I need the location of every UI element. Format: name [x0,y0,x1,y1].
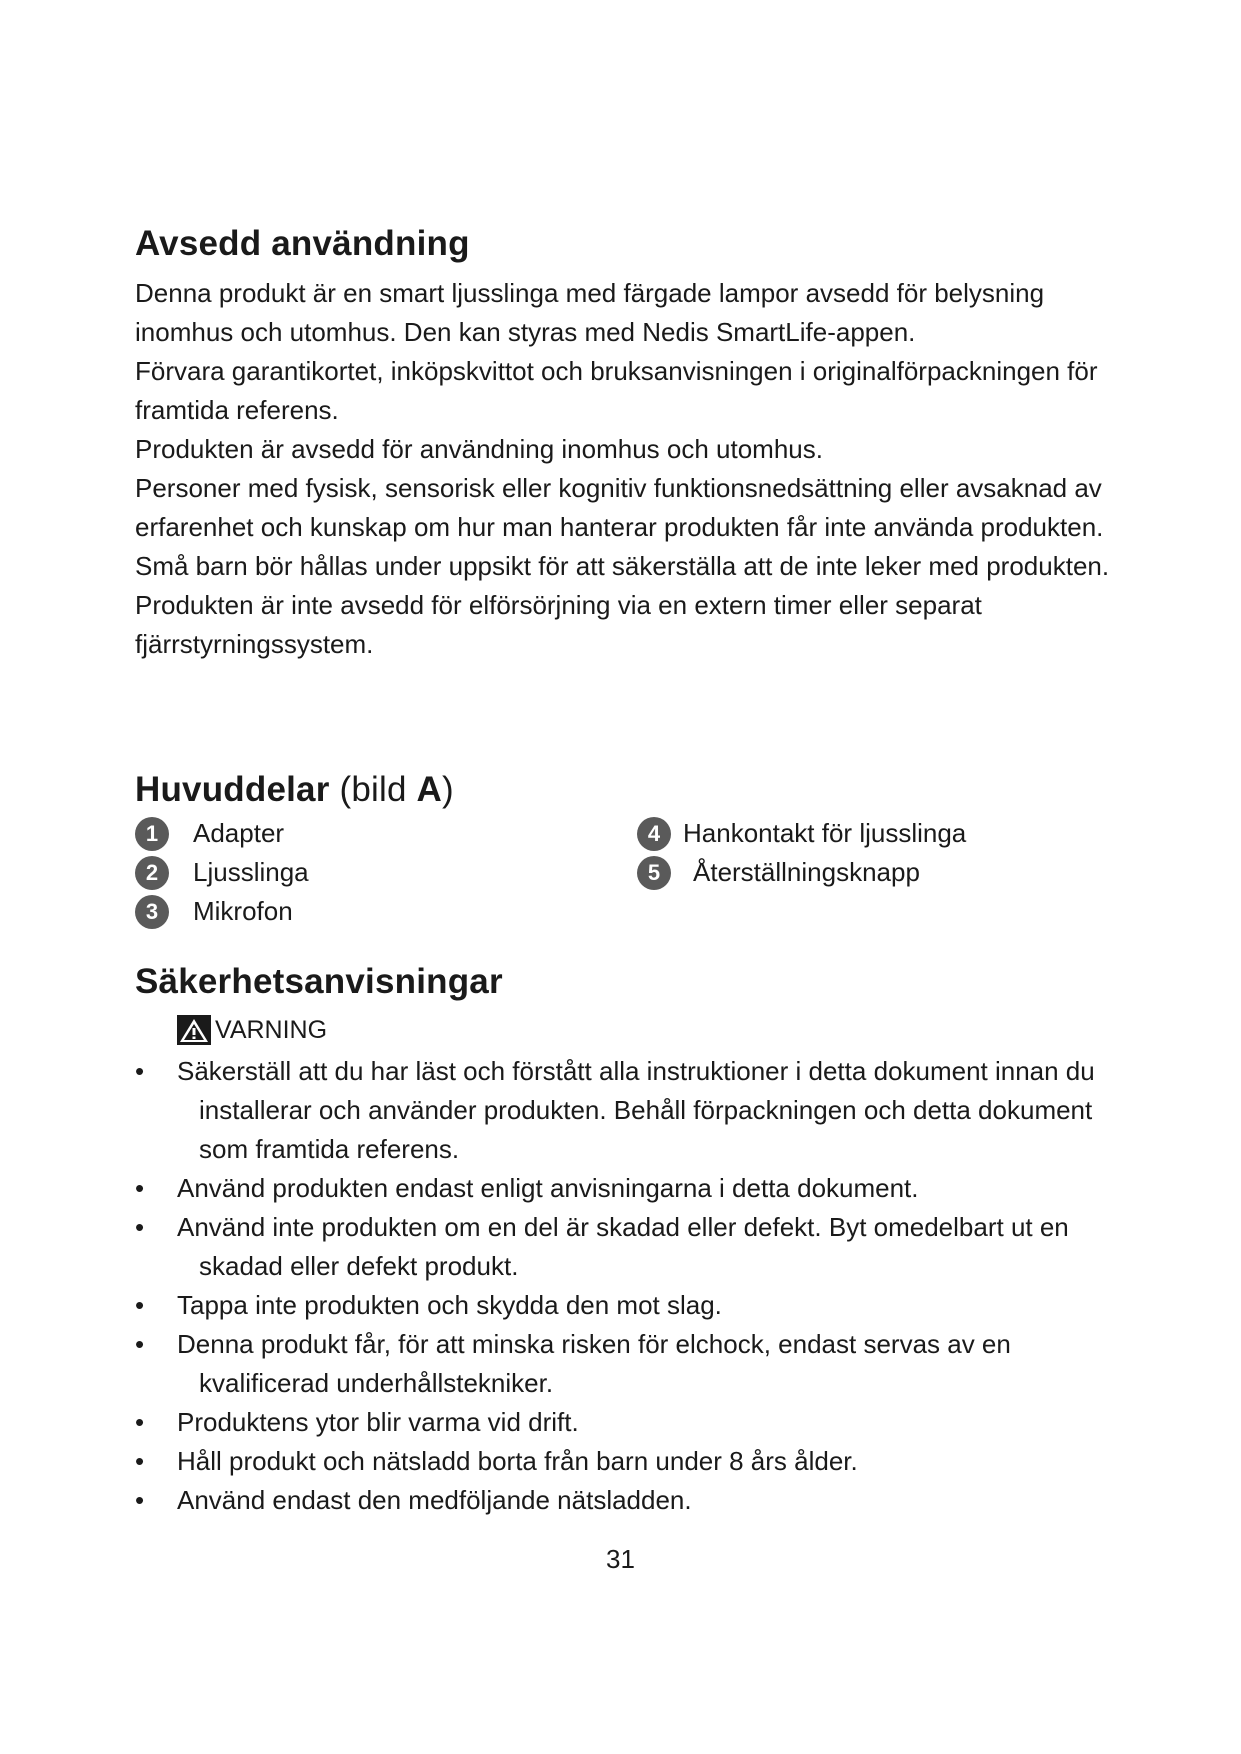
number-badge-icon: 2 [135,856,169,890]
bullet-icon: • [135,1173,145,1203]
warning-row [177,1012,1125,1048]
intended-use-heading: Avsedd användning [135,224,470,263]
bullet-text: Håll produkt och nätsladd borta från barn under 8 års ålder. [177,1446,858,1476]
parts-list [135,814,1125,934]
safety-section [135,960,1125,1520]
list-item [135,1052,1125,1169]
part-item-adapter [135,814,284,853]
warning-triangle-icon [177,1015,211,1045]
part-label: Hankontakt för ljusslinga [683,818,967,848]
number-badge-icon: 3 [135,895,169,929]
intended-use-section [135,222,1125,664]
bullet-text: Denna produkt får, för att minska risken för elchock, endast servas av en kvalificerad underhållstekniker. [177,1329,1011,1398]
safety-bullet-list [135,1052,1125,1520]
part-label: Mikrofon [193,896,293,926]
list-item [135,1442,1125,1481]
warning-label: VARNING [215,1016,328,1044]
list-item [135,1325,1125,1403]
list-item [135,1286,1125,1325]
part-label: Adapter [193,818,285,848]
intended-use-paragraph: Små barn bör hållas under uppsikt för att säkerställa att de inte leker med produkten. [135,551,1110,581]
number-badge-icon: 1 [135,817,169,851]
intended-use-paragraph: Denna produkt är en smart ljusslinga med färgade lampor avsedd för belysning inomhus och utomhus. Den kan styras med Nedis SmartLife-appen. [135,278,1045,347]
main-parts-heading-bold: Huvuddelar [135,770,330,809]
bullet-icon: • [135,1485,145,1515]
bullet-text: Använd produkten endast enligt anvisningarna i detta dokument. [177,1173,919,1203]
bullet-icon: • [135,1329,145,1359]
intended-use-paragraph: Förvara garantikortet, inköpskvittot och bruksanvisningen i originalförpackningen för framtida referens. [135,356,1098,425]
intended-use-paragraph: Produkten är avsedd för användning inomhus och utomhus. [135,434,823,464]
bullet-text: Produktens ytor blir varma vid drift. [177,1407,579,1437]
intended-use-paragraph: Produkten är inte avsedd för elförsörjning via en extern timer eller separat fjärrstyrningssystem. [135,590,982,659]
part-item-male-connector [637,814,966,853]
bullet-icon: • [135,1056,145,1086]
list-item [135,1403,1125,1442]
page-number: 31 [606,1544,635,1574]
part-label: Ljusslinga [193,857,309,887]
part-item-microphone [135,892,293,931]
bullet-text: Säkerställ att du har läst och förstått alla instruktioner i detta dokument innan du installerar och använder produkten. Behåll förpackningen och detta dokument som framtida referens. [177,1056,1095,1164]
number-badge-icon: 5 [637,856,671,890]
main-parts-heading [135,768,1125,812]
number-badge-icon: 4 [637,817,671,851]
main-parts-heading-ref: A [416,770,443,809]
main-parts-section [135,768,1125,934]
list-item [135,1208,1125,1286]
list-item [135,1481,1125,1520]
main-parts-heading-open: (bild [329,770,417,809]
bullet-text: Använd endast den medföljande nätsladden. [177,1485,692,1515]
part-item-reset-button [637,853,920,892]
bullet-icon: • [135,1407,145,1437]
bullet-text: Tappa inte produkten och skydda den mot slag. [177,1290,722,1320]
bullet-text: Använd inte produkten om en del är skadad eller defekt. Byt omedelbart ut en skadad eller defekt produkt. [177,1212,1069,1281]
bullet-icon: • [135,1290,145,1320]
bullet-icon: • [135,1212,145,1242]
part-label: Återställningsknapp [693,857,920,887]
part-item-light-string [135,853,309,892]
list-item [135,1169,1125,1208]
safety-heading: Säkerhetsanvisningar [135,962,503,1001]
main-parts-heading-close: ) [442,770,454,809]
intended-use-paragraph: Personer med fysisk, sensorisk eller kognitiv funktionsnedsättning eller avsaknad av erfarenhet och kunskap om hur man hanterar produkten får inte använda produkten. [135,473,1104,542]
bullet-icon: • [135,1446,145,1476]
